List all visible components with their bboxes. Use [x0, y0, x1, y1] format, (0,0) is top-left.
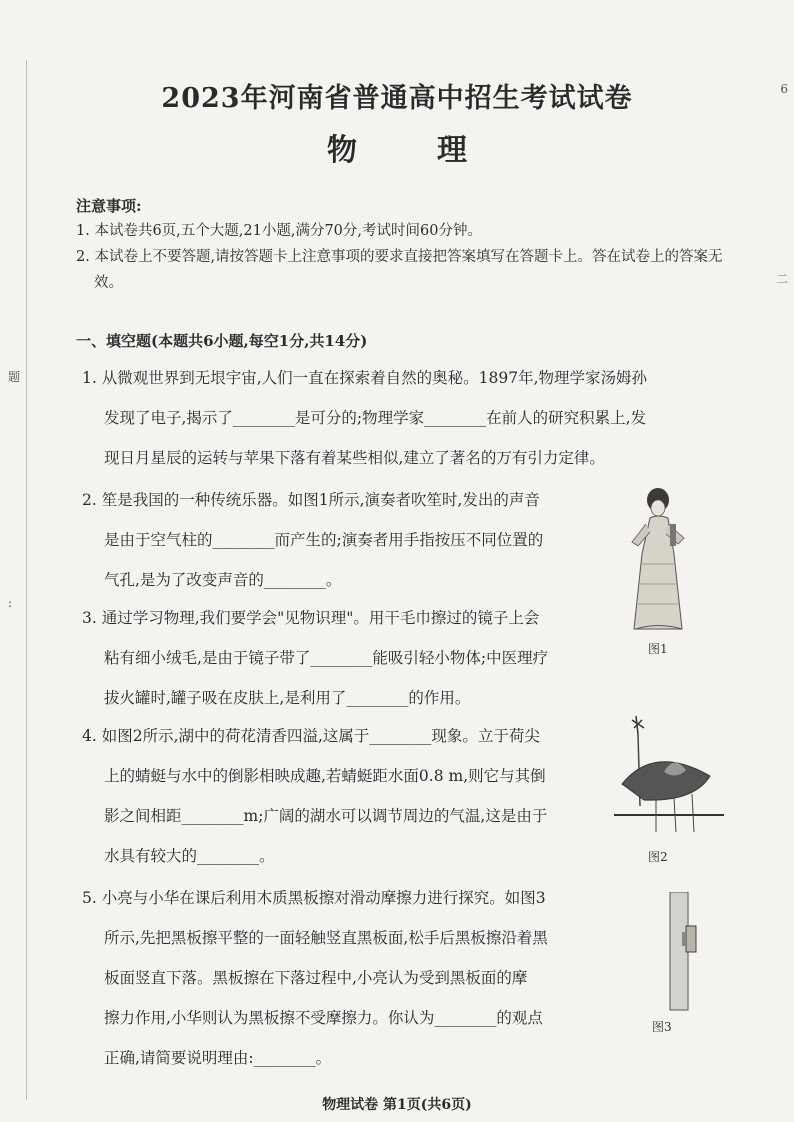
question-4-line-3: 影之间相距________m;广阔的湖水可以调节周边的气温,这是由于	[104, 807, 548, 825]
question-5-line-3: 板面竖直下落。黑板擦在下落过程中,小亮认为受到黑板面的摩	[104, 969, 528, 987]
question-1-line-3: 现日月星辰的运转与苹果下落有着某些相似,建立了著名的万有引力定律。	[104, 449, 605, 467]
question-3-line-3: 拔火罐时,罐子吸在皮肤上,是利用了________的作用。	[104, 689, 471, 707]
binding-line	[26, 60, 27, 1100]
question-3-line-2: 粘有细小绒毛,是由于镜子带了________能吸引轻小物体;中医理疗	[104, 649, 549, 667]
question-3-line-1: 3. 通过学习物理,我们要学会"见物识理"。用干毛巾擦过的镜子上会	[82, 609, 540, 627]
question-1-line-1: 1. 从微观世界到无垠宇宙,人们一直在探索着自然的奥秘。1897年,物理学家汤姆孙	[82, 369, 648, 387]
figure-1-caption: 图1	[648, 642, 668, 656]
question-4-line-4: 水具有较大的________。	[104, 847, 275, 865]
notice-item-2: 2. 本试卷上不要答题,请按答题卡上注意事项的要求直接把答案填写在答题卡上。答在试卷上的答案无效。	[76, 249, 723, 291]
figure-1-sheng-player	[612, 484, 712, 634]
question-4-line-1: 4. 如图2所示,湖中的荷花清香四溢,这属于________现象。立于荷尖	[82, 727, 540, 745]
question-5-line-2: 所示,先把黑板擦平整的一面轻触竖直黑板面,松手后黑板擦沿着黑	[104, 929, 548, 947]
question-2-line-2: 是由于空气柱的________而产生的;演奏者用手指按压不同位置的	[104, 531, 544, 549]
figure-3-caption: 图3	[652, 1020, 672, 1034]
edge-mark-top: 6	[780, 82, 788, 96]
page-footer: 物理试卷 第1页(共6页)	[322, 1097, 472, 1113]
subject-title: 物理	[327, 133, 547, 168]
question-5-line-5: 正确,请简要说明理由:________。	[104, 1049, 332, 1067]
question-2-line-3: 气孔,是为了改变声音的________。	[104, 571, 342, 589]
question-5-line-1: 5. 小亮与小华在课后利用木质黑板擦对滑动摩擦力进行探究。如图3	[82, 889, 546, 907]
figure-3-eraser-board	[662, 892, 702, 1012]
question-2-line-1: 2. 笙是我国的一种传统乐器。如图1所示,演奏者吹笙时,发出的声音	[82, 491, 540, 509]
question-1-line-2: 发现了电子,揭示了________是可分的;物理学家________在前人的研究积累上,发	[104, 409, 647, 427]
edge-mark-mid: 二	[775, 272, 788, 286]
notice-item-1: 1. 本试卷共6页,五个大题,21小题,满分70分,考试时间60分钟。	[76, 223, 482, 239]
question-5-line-4: 擦力作用,小华则认为黑板擦不受摩擦力。你认为________的观点	[104, 1009, 543, 1027]
figure-2-lotus	[614, 714, 724, 844]
side-mark-bottom: :	[8, 596, 13, 610]
side-mark-top: 题	[8, 370, 21, 384]
page-title: 2023年河南省普通高中招生考试试卷	[161, 83, 633, 114]
question-4-line-2: 上的蜻蜓与水中的倒影相映成趣,若蜻蜓距水面0.8 m,则它与其倒	[104, 767, 546, 785]
notice-heading: 注意事项:	[76, 197, 142, 215]
figure-2-caption: 图2	[648, 850, 668, 864]
section-heading: 一、填空题(本题共6小题,每空1分,共14分)	[76, 332, 368, 350]
